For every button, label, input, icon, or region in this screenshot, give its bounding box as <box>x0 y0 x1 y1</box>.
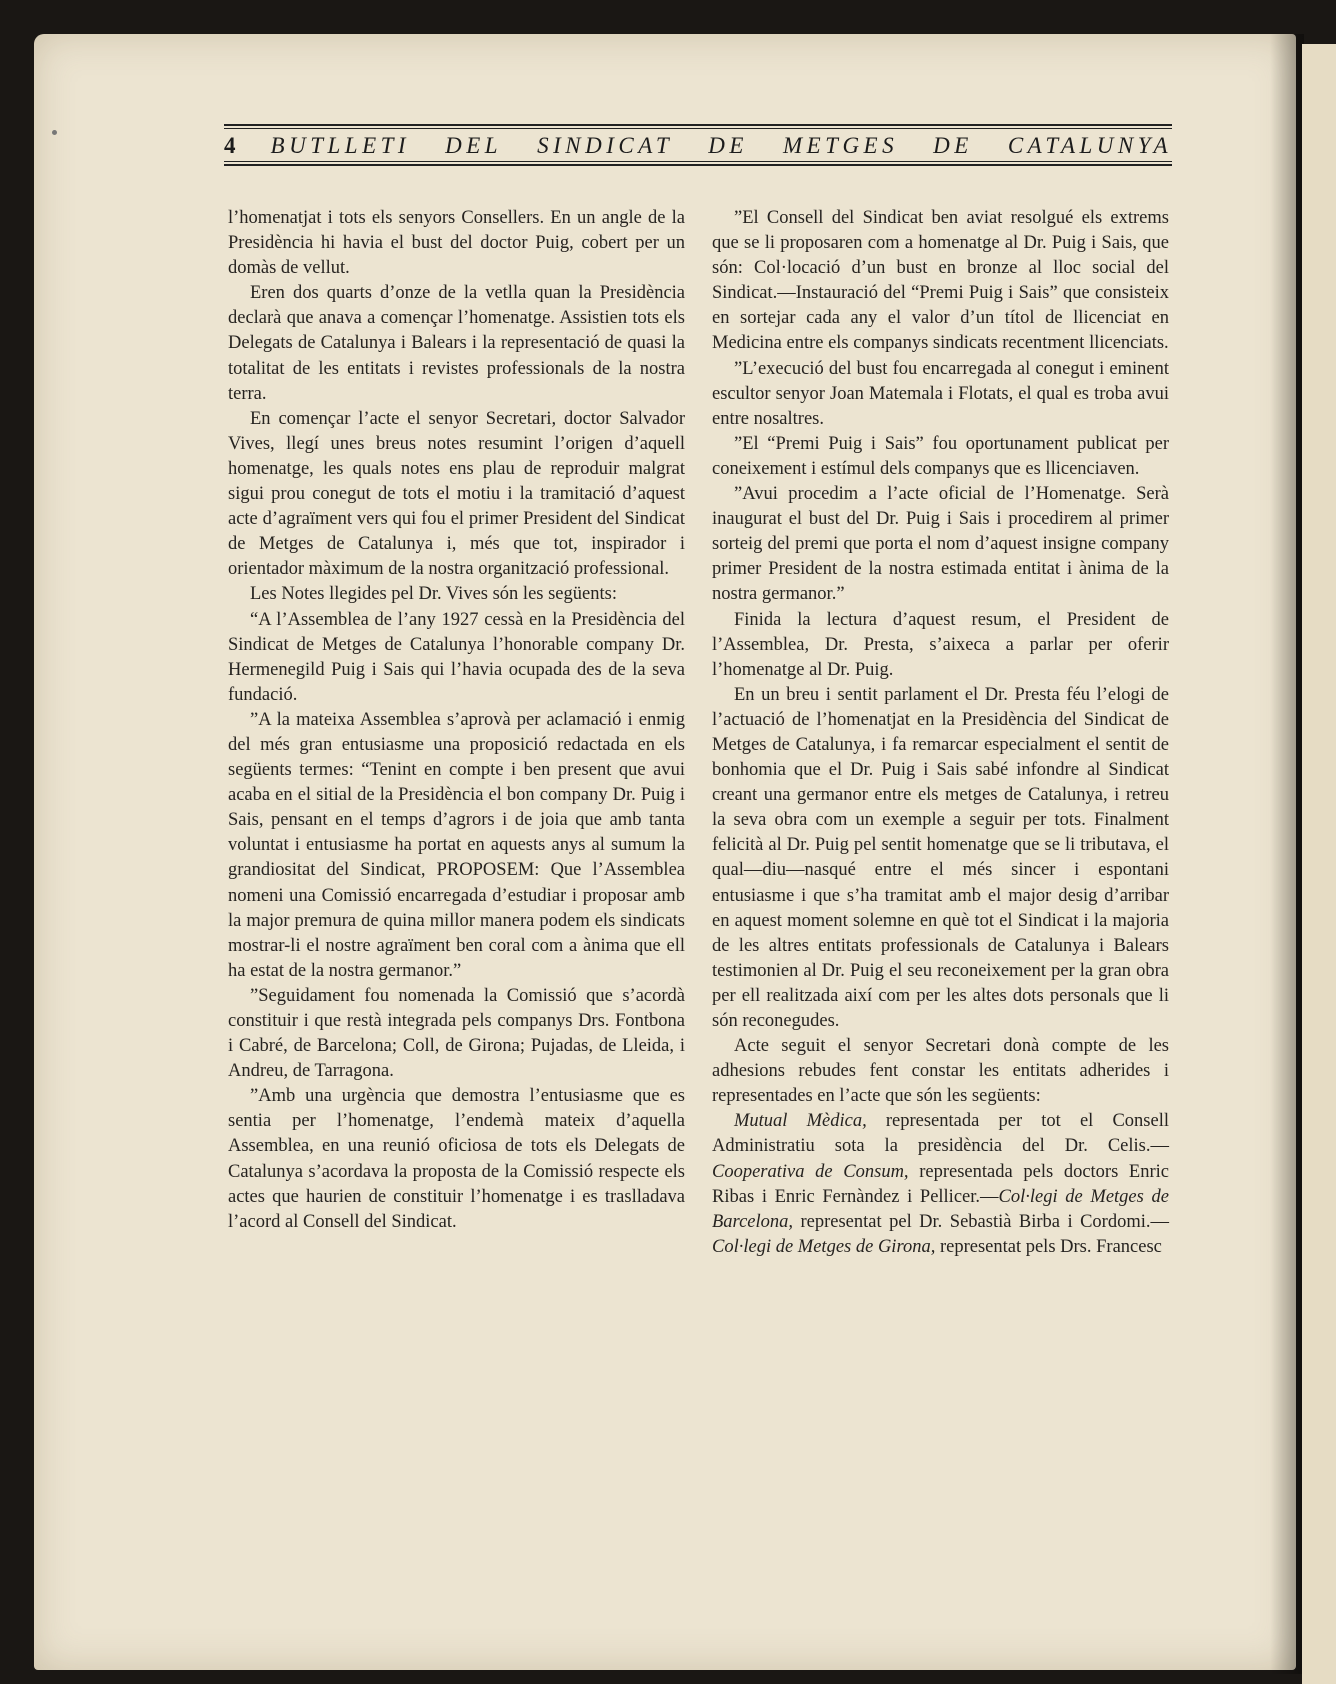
entity-name: Cooperativa de Consum, <box>712 1161 909 1182</box>
paragraph: “A l’Assemblea de l’any 1927 cessà en la Presidència del Sindicat de Metges de Catalunya l’honorable company Dr. Hermenegild Puig i Sais qui l’havia ocupada des de la seva fundació. <box>228 609 685 705</box>
binding-shadow <box>1270 34 1304 1674</box>
entity-text: representada pels doctors Enric Ribas i Enric Fernàndez i Pellicer.— <box>712 1161 1169 1207</box>
entity-name: Mutual Mèdica, <box>734 1111 867 1132</box>
entity-name: Col·legi de Metges de Girona, <box>712 1236 936 1257</box>
binding-hole <box>52 130 57 135</box>
entity-text: representat pel Dr. Sebastià Birba i Cordomi.— <box>793 1211 1169 1232</box>
next-page-edge <box>1302 44 1336 1684</box>
paragraph: ”Amb una urgència que demostra l’entusiasme que es sentia per l’homenatge, l’endemà mateix d’aquella Assemblea, en una reunió oficiosa de tots els Delegats de Catalunya s’acordava la proposta de la Comissió respecte els actes que haurien de constituir l’homenatge i es traslladava l’acord al Consell del Sindicat. <box>228 1086 685 1232</box>
entity-name: Col·legi de Metges de Barcelona, <box>712 1186 1169 1232</box>
left-column <box>228 206 685 1235</box>
header-rule-top <box>224 124 1172 126</box>
paragraph: ”El “Premi Puig i Sais” fou oportunament publicat per coneixement i estímul dels companys que es llicenciaven. <box>712 433 1169 479</box>
entity-text: representada per tot el Consell Administratiu sota la presidència del Dr. Celis.— <box>712 1111 1169 1157</box>
paragraph: ”Seguidament fou nomenada la Comissió que s’acordà constituir i que restà integrada pels companys Drs. Fontbona i Cabré, de Barcelona; Coll, de Girona; Pujadas, de Lleida, i Andreu, de Tarragona. <box>228 985 685 1082</box>
paragraph: ”A la mateixa Assemblea s’aprovà per aclamació i enmig del més gran entusiasme una proposició redactada en els següents termes: “Tenint en compte i ben present que avui acaba en el sitial de la Presidència el bon company Dr. Puig i Sais, pensant en el temps d’agrors i de joia que amb tanta voluntat i entusiasme ha portat en aquests anys al sumum la grandiositat del Sindicat, PROPOSEM: Que l’Assemblea nomeni una Comissió encarregada d’estudiar i proposar amb la major premura de quina millor manera podem els sindicats mostrar-li el nostre agraïment ben coral com a ànima que ell ha estat de la nostra germanor.” <box>228 709 685 981</box>
paragraph: En començar l’acte el senyor Secretari, doctor Salvador Vives, llegí unes breus notes resumint l’origen d’aquell homenatge, les quals notes ens plau de reproduir malgrat sigui prou conegut de tots el motiu i la tramitació d’aquest acte d’agraïment vers qui fou el primer President del Sindicat de Metges de Catalunya i, més que tot, inspirador i orientador màximum de la nostra organització professional. <box>228 408 685 580</box>
paragraph: Finida la lectura d’aquest resum, el President de l’Assemblea, Dr. Presta, s’aixeca a parlar per oferir l’homenatge al Dr. Puig. <box>712 609 1169 680</box>
header-word: SINDICAT <box>537 133 674 158</box>
paragraph: ”El Consell del Sindicat ben aviat resolgué els extrems que se li proposaren com a homenatge al Dr. Puig i Sais, que són: Col·locació d’un bust en bronze al lloc social del Sindicat.—Instauració del “Premi Puig i Sais” que consisteix en sortejar cada any el valor d’un títol de llicenciat en Medicina entre els companys sindicats recentment llicenciats. <box>712 208 1169 354</box>
header-word: DE <box>708 133 748 158</box>
paragraph: ”L’execució del bust fou encarregada al conegut i eminent escultor senyor Joan Matemala i Flotats, el qual es troba avui entre nosaltres. <box>712 358 1169 429</box>
header-word: BUTLLETI <box>270 133 411 158</box>
header-rule-bottom <box>224 164 1172 166</box>
header-rule-bottom-thin <box>224 161 1172 162</box>
header-word: DEL <box>445 133 503 158</box>
running-header <box>224 124 1172 166</box>
header-word: METGES <box>782 133 899 158</box>
paragraph: ”Avui procedim a l’acte oficial de l’Homenatge. Serà inaugurat el bust del Dr. Puig i Sais i procedirem al primer sorteig del premi que porta el nom d’aquest insigne company primer President de la nostra estimada entitat i ànima de la nostra germanor.” <box>712 484 1169 605</box>
header-rule-top-thin <box>224 128 1172 129</box>
header-word: DE <box>933 133 973 158</box>
page-number: 4 <box>224 133 236 158</box>
paragraph: Eren dos quarts d’onze de la vetlla quan la Presidència declarà que anava a començar l’homenatge. Assistien tots els Delegats de Catalunya i Balears i la representació de quasi la totalitat de les entitats i revistes professionals de la nostra terra. <box>228 283 685 404</box>
entity-text: representat pels Drs. Francesc <box>935 1236 1162 1257</box>
paragraph: En un breu i sentit parlament el Dr. Presta féu l’elogi de l’actuació de l’homenatjat en la Presidència del Sindicat de Metges de Catalunya, i fa remarcar especialment el sentit de bonhomia que el Dr. Puig i Sais sabé infondre al Sindicat creant una germanor entre els metges de Catalunya, i retreu la seva obra com un exemple a seguir per tots. Finalment felicità al Dr. Puig pel sentit homenatge que se li tributava, el qual—diu—nasqué entre el més sincer i espontani entusiasme i que s’ha tramitat amb el major desig d’arribar en aquest moment solemne en què tot el Sindicat i la majoria de les altres entitats professionals de Catalunya i Balears testimonien al Dr. Puig el seu reconeixement per la gran obra per ell realitzada així com per les altes dots personals que li són reconegudes. <box>712 684 1169 1031</box>
running-head <box>224 133 1172 159</box>
right-column <box>712 206 1169 1260</box>
paragraph: Acte seguit el senyor Secretari donà compte de les adhesions rebudes fent constar les entitats adherides i representades en l’acte que són les següents: <box>712 1036 1169 1107</box>
paragraph: l’homenatjat i tots els senyors Consellers. En un angle de la Presidència hi havia el bust del doctor Puig, cobert per un domàs de vellut. <box>228 208 685 279</box>
adhesions-paragraph <box>712 1109 1169 1260</box>
paragraph: Les Notes llegides pel Dr. Vives són les següents: <box>250 584 617 605</box>
header-word: CATALUNYA <box>1007 133 1172 158</box>
